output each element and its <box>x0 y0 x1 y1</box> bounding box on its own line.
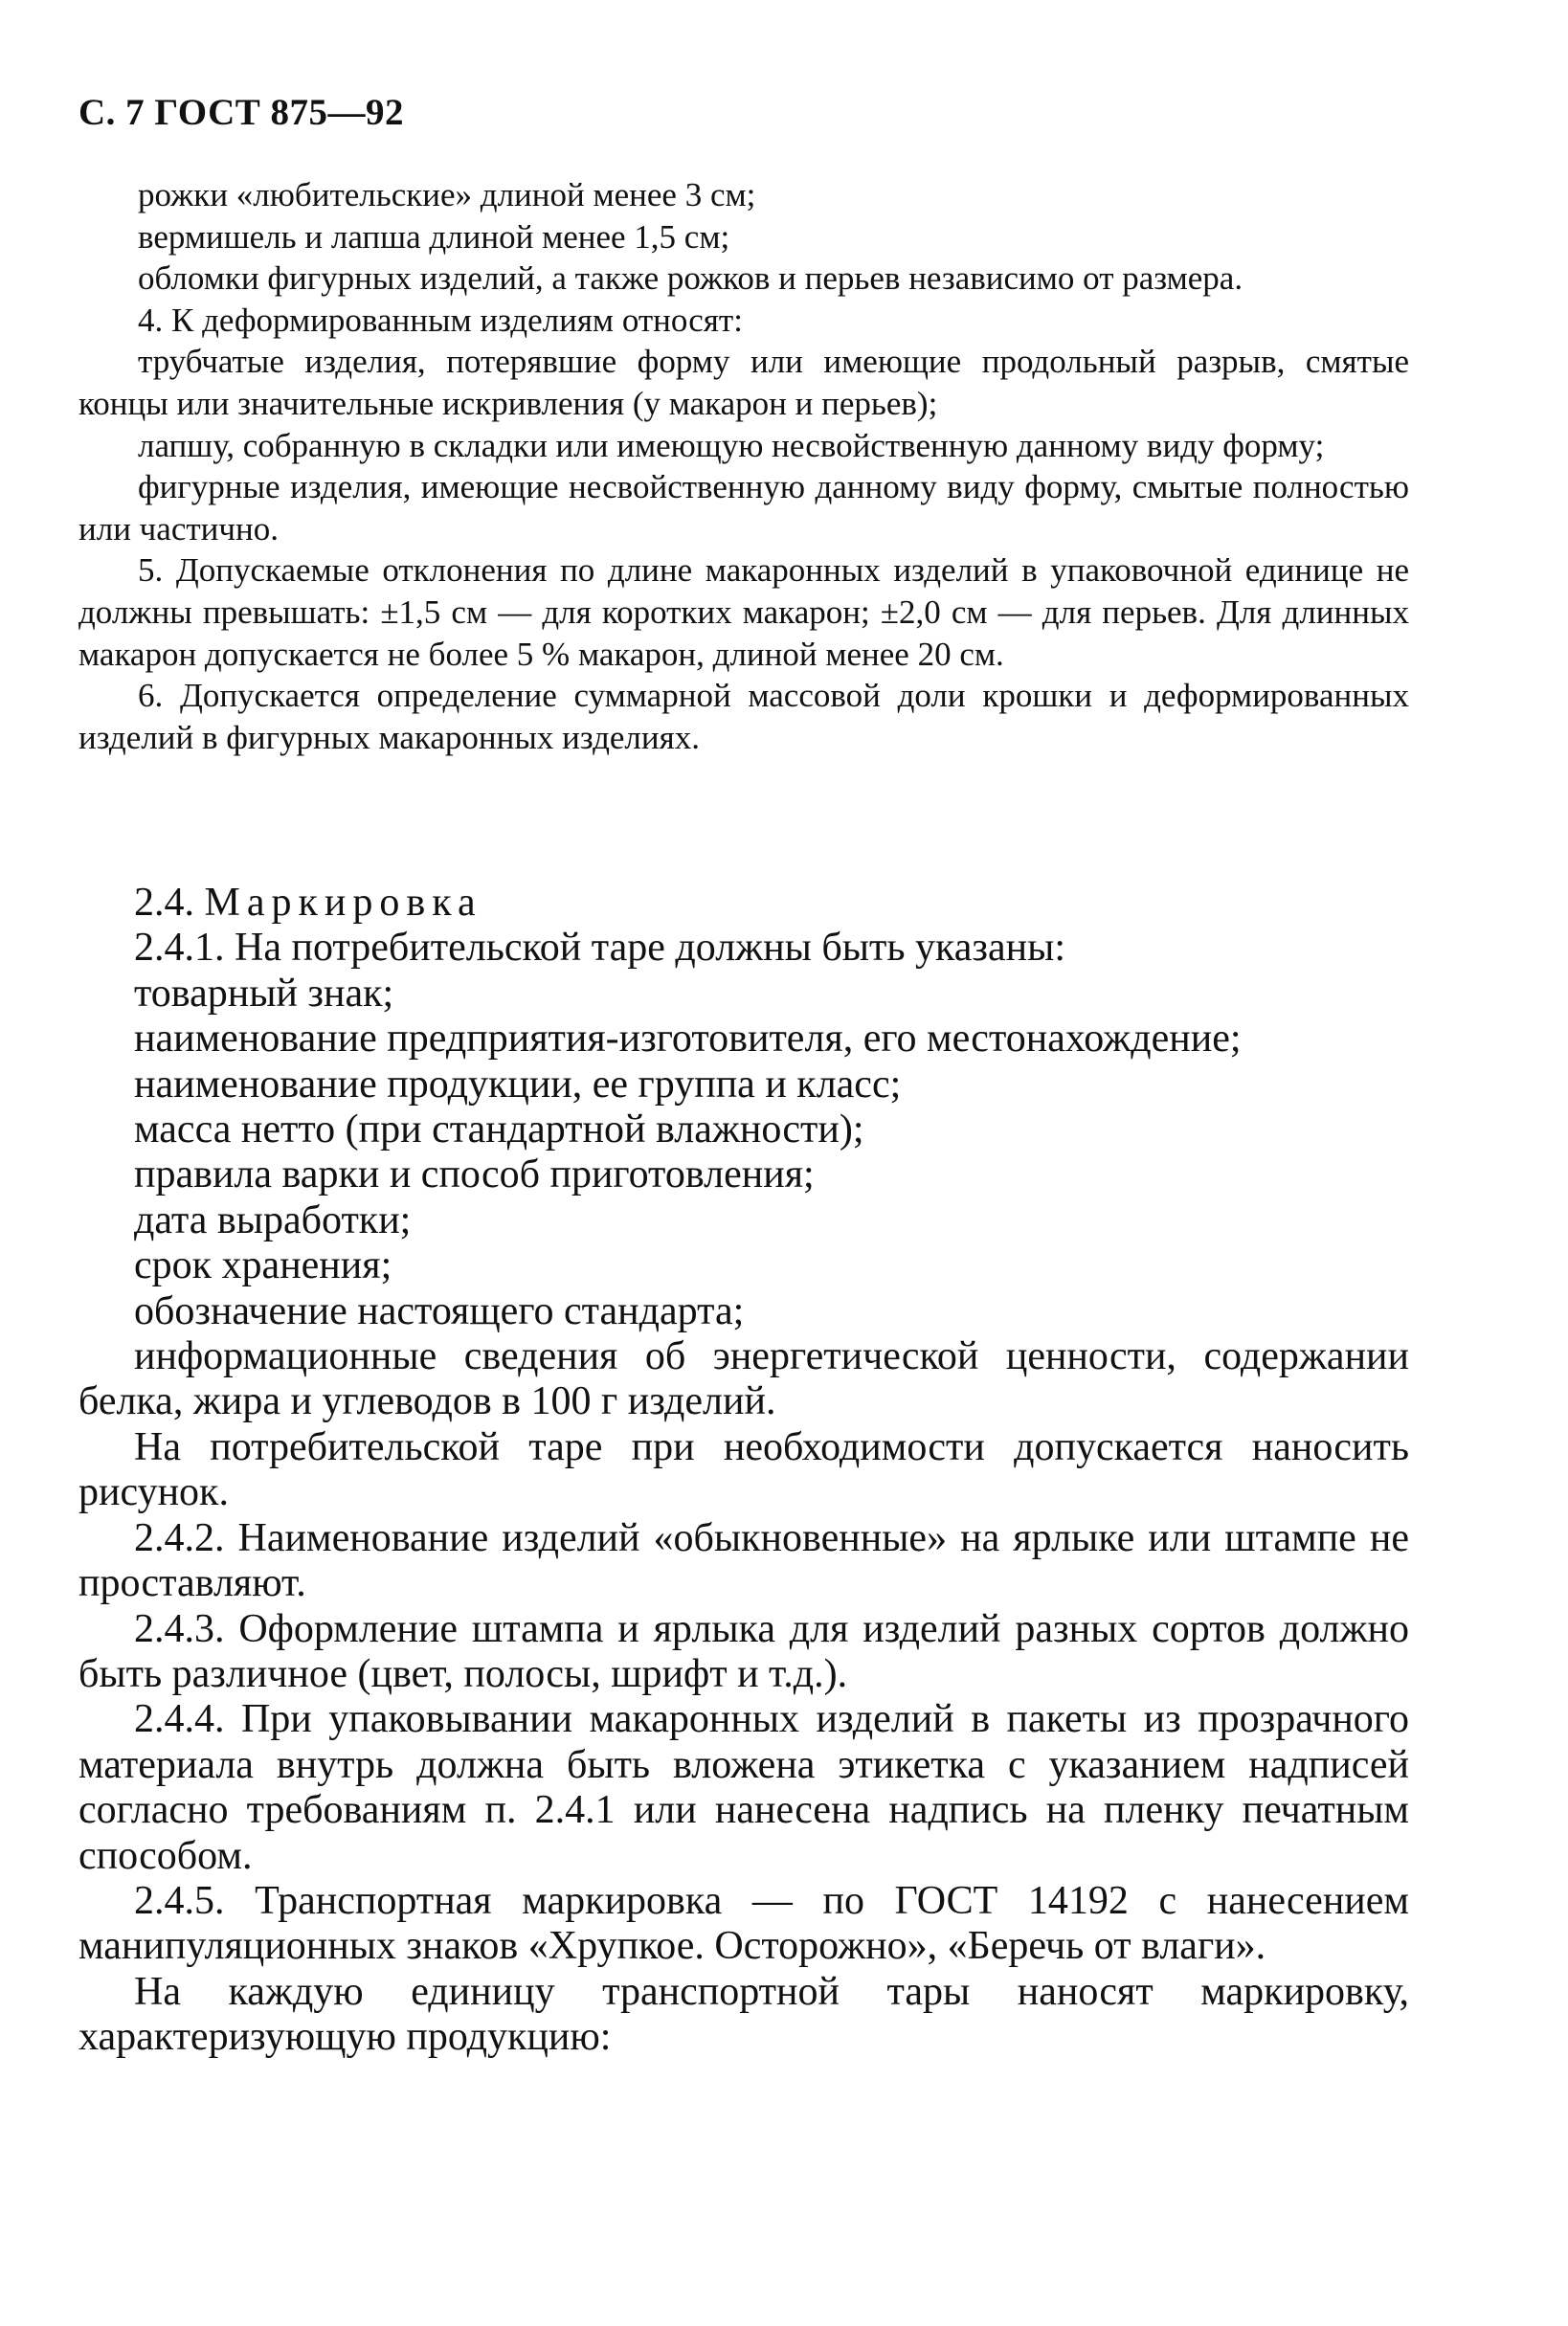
paragraph: 2.4.3. Оформление штампа и ярлыка для изделий разных сортов должно быть различное (цвет, полосы, шрифт и т.д.). <box>78 1606 1409 1696</box>
paragraph: фигурные изделия, имеющие несвойственную данному виду форму, смытые полностью или частично. <box>78 468 1409 548</box>
paragraph: 2.4.5. Транспортная маркировка — по ГОСТ 14192 с нанесением манипуляционных знаков «Хрупкое. Осторожно», «Беречь от влаги». <box>78 1878 1409 1969</box>
list-item: наименование продукции, ее группа и класс; <box>134 1062 902 1107</box>
list-item: наименование предприятия-изготовителя, его местонахождение; <box>134 1017 1242 1062</box>
paragraph: 5. Допускаемые отклонения по длине макаронных изделий в упаковочной единице не должны превышать: ±1,5 см — для коротких макарон; ±2,0 см — для перьев. Для длинных макарон допускается не более 5 % макарон, длиной менее 20 см. <box>78 551 1409 673</box>
paragraph: На каждую единицу транспортной тары наносят маркировку, характеризующую продукцию: <box>78 1969 1409 2060</box>
paragraph: На потребительской таре при необходимости допускается наносить рисунок. <box>78 1424 1409 1515</box>
section-heading-title: Маркировка <box>204 881 482 925</box>
list-item: дата выработки; <box>134 1197 412 1242</box>
paragraph: вермишель и лапша длиной менее 1,5 см; <box>138 217 730 256</box>
list-item: масса нетто (при стандартной влажности); <box>134 1107 864 1152</box>
section-defects <box>78 174 1409 758</box>
paragraph: 2.4.1. На потребительской таре должны быть указаны: <box>134 926 1065 971</box>
paragraph: рожки «любительские» длиной менее 3 см; <box>138 176 756 213</box>
paragraph: 6. Допускается определение суммарной массовой доли крошки и деформированных изделий в фигурных макаронных изделиях. <box>78 677 1409 756</box>
section-marking <box>78 881 1409 2061</box>
paragraph: лапшу, собранную в складки или имеющую несвойственную данному виду форму; <box>138 426 1325 464</box>
list-item: товарный знак; <box>134 971 394 1016</box>
section-heading-number: 2.4. <box>134 881 194 925</box>
list-item: правила варки и способ приготовления; <box>134 1152 815 1197</box>
section-heading <box>78 881 1409 926</box>
list-item: срок хранения; <box>134 1243 392 1288</box>
paragraph: 2.4.2. Наименование изделий «обыкновенные» на ярлыке или штампе не проставляют. <box>78 1515 1409 1606</box>
paragraph: 4. К деформированным изделиям относят: <box>138 301 743 339</box>
paragraph: обломки фигурных изделий, а также рожков и перьев независимо от размера. <box>138 259 1243 298</box>
list-item: информационные сведения об энергетической ценности, содержании белка, жира и углеводов в 100 г изделий. <box>78 1334 1409 1424</box>
paragraph: 2.4.4. При упаковывании макаронных изделий в пакеты из прозрачного материала внутрь должна быть вложена этикетка с указанием надписей согласно требованиям п. 2.4.1 или нанесена надпись на пленку печатным способом. <box>78 1697 1409 1878</box>
paragraph: трубчатые изделия, потерявшие форму или имеющие продольный разрыв, смятые концы или значительные искривления (у макарон и перьев); <box>78 343 1409 422</box>
page-header: С. 7 ГОСТ 875—92 <box>78 92 404 133</box>
list-item: обозначение настоящего стандарта; <box>134 1288 745 1333</box>
